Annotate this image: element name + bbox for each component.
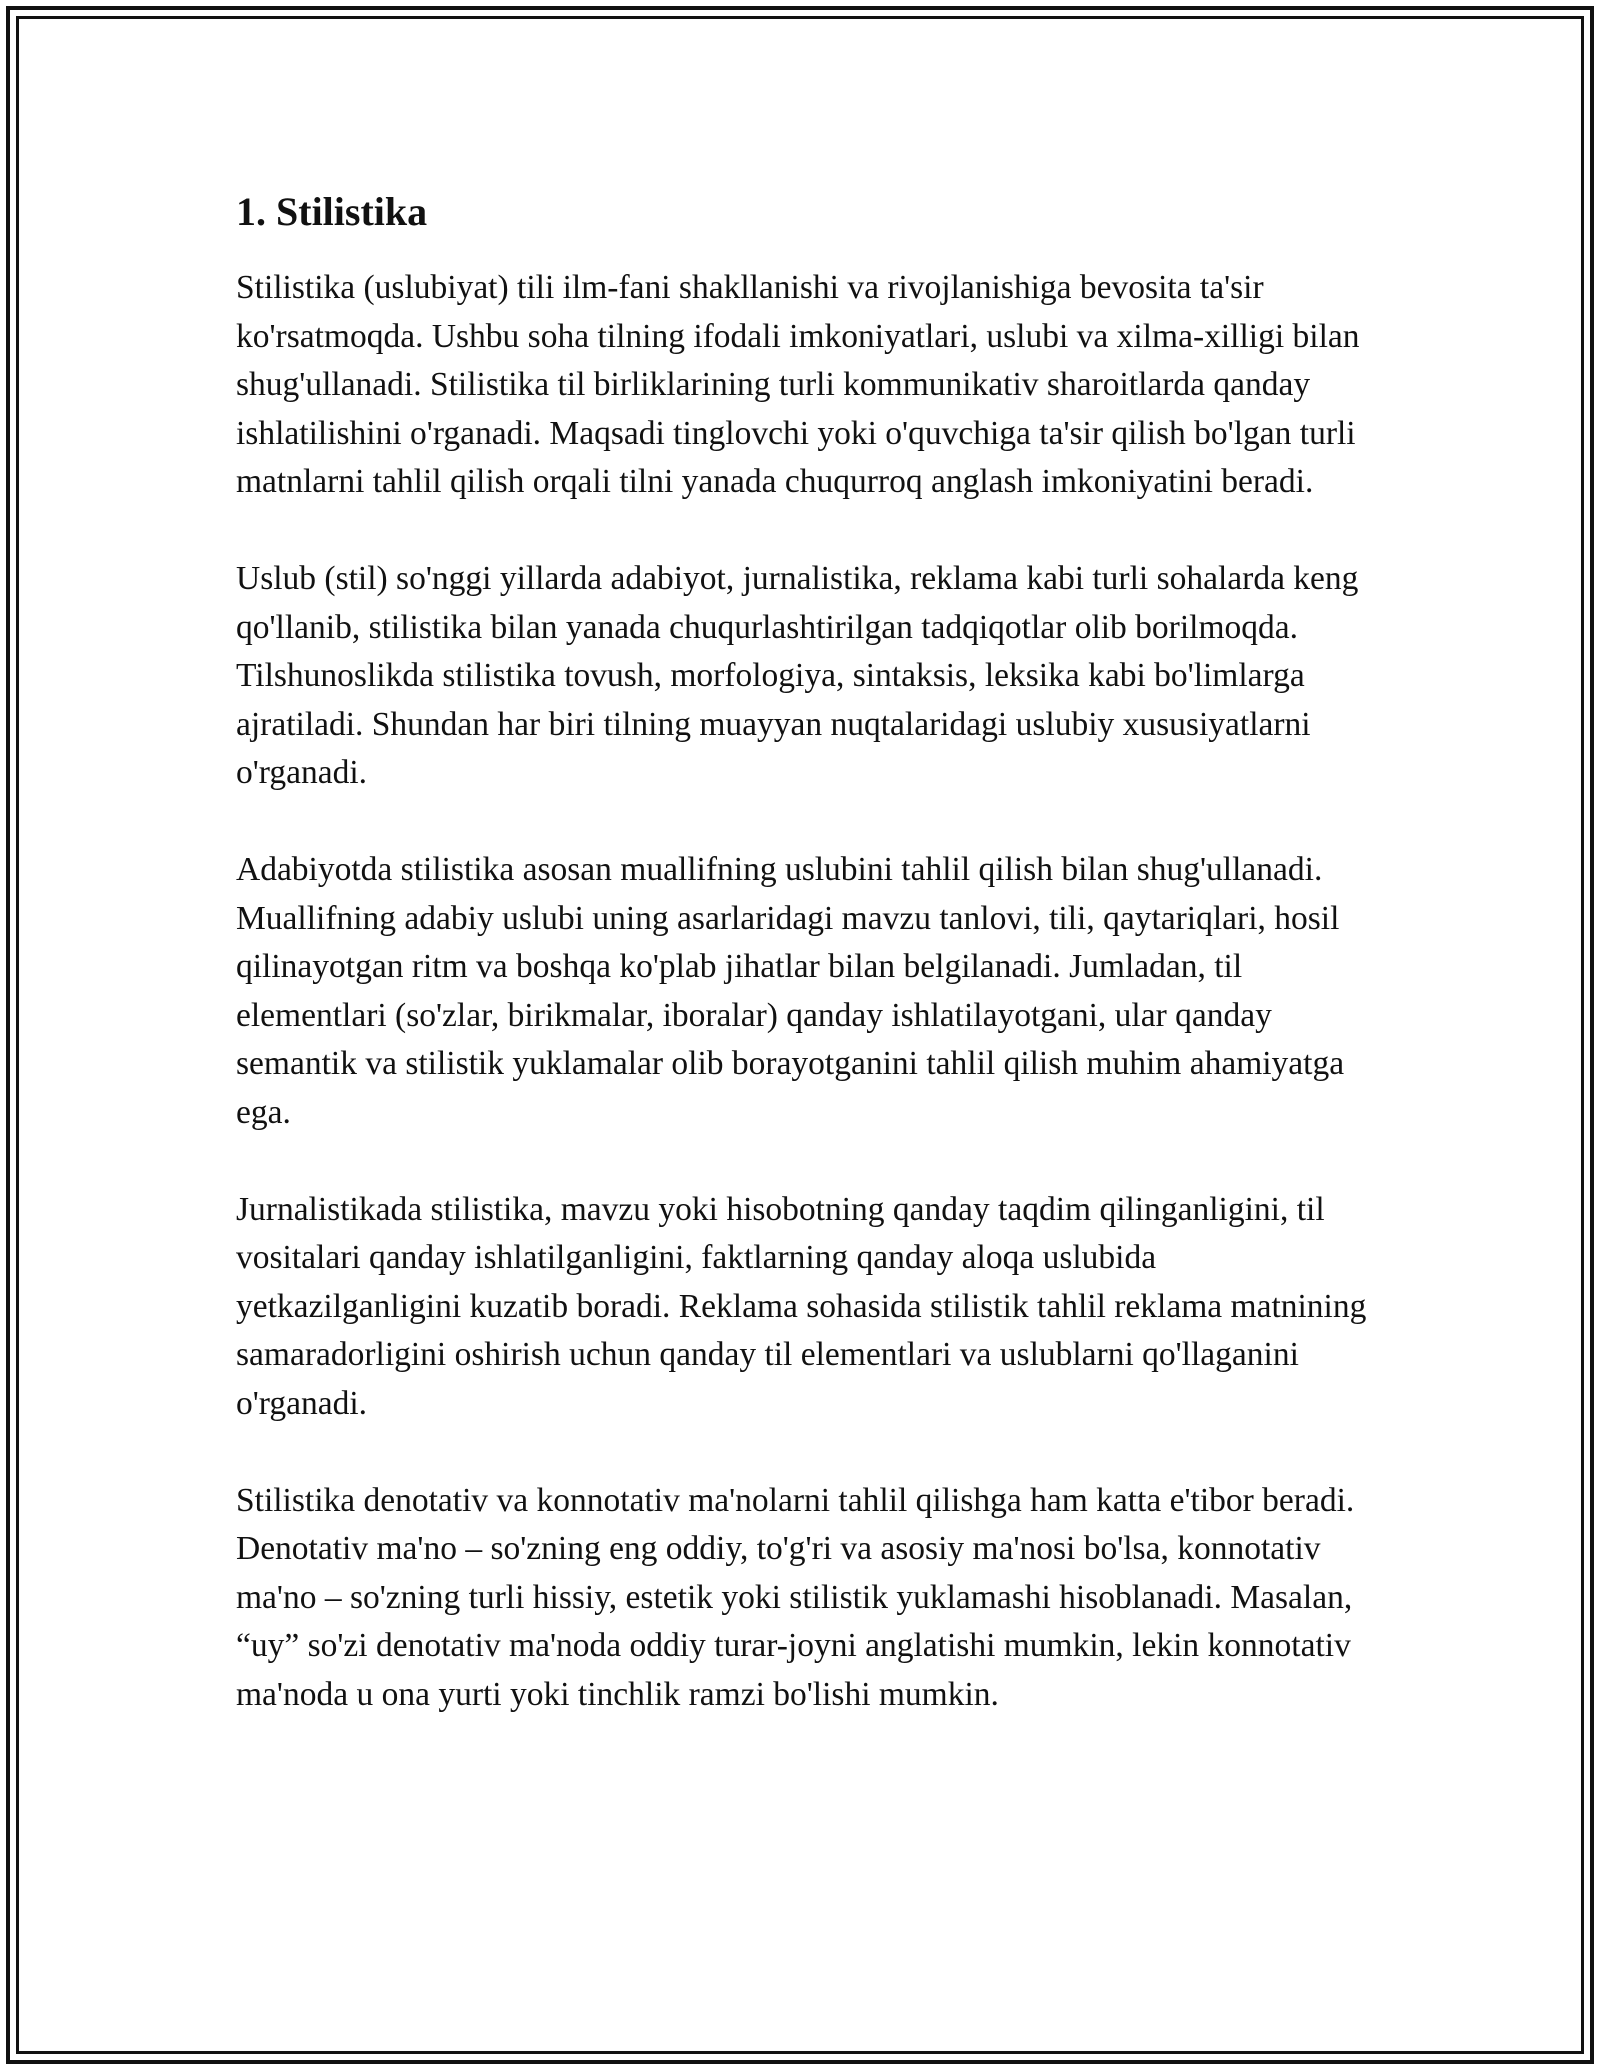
paragraph-1: Stilistika (uslubiyat) tili ilm-fani shakllanishi va rivojlanishiga bevosita ta'sir ko'rsatmoqda. Ushbu soha tilning ifodali imkoniyatlari, uslubi va xilma-xilligi bilan shug'ullanadi. Stilistika til birliklarining turli kommunikativ sharoitlarda qanday ishlatilishini o'rganadi. Maqsadi tinglovchi yoki o'quvchiga ta'sir qilish bo'lgan turli matnlarni tahlil qilish orqali tilni yanada chuqurroq anglash imkoniyatini beradi.	[236, 269, 1360, 500]
paragraph-4: Jurnalistikada stilistika, mavzu yoki hisobotning qanday taqdim qilinganligini, til vositalari qanday ishlatilganligini, faktlarning qanday aloqa uslubida yetkazilganligini kuzatib boradi. Reklama sohasida stilistik tahlil reklama matnining samaradorligini oshirish uchun qanday til elementlari va uslublarni qo'llaganini o'rganadi.	[236, 1190, 1367, 1422]
paragraph-2: Uslub (stil) so'nggi yillarda adabiyot, jurnalistika, reklama kabi turli sohalarda keng qo'llanib, stilistika bilan yanada chuqurlashtirilgan tadqiqotlar olib borilmoqda. Tilshunoslikda stilistika tovush, morfologiya, sintaksis, leksika kabi bo'limlarga ajratiladi. Shundan har biri tilning muayyan nuqtalaridagi uslubiy xususiyatlarni o'rganadi.	[236, 560, 1359, 791]
section-title: 1. Stilistika	[236, 189, 428, 234]
document-body	[236, 186, 1376, 1768]
paragraph-3: Adabiyotda stilistika asosan muallifning uslubini tahlil qilish bilan shug'ullanadi. Muallifning adabiy uslubi uning asarlaridagi mavzu tanlovi, tili, qaytariqlari, hosil qilinayotgan ritm va boshqa ko'plab jihatlar bilan belgilanadi. Jumladan, til elementlari (so'zlar, birikmalar, iboralar) qanday ishlatilayotgani, ular qanday semantik va stilistik yuklamalar olib borayotganini tahlil qilish muhim ahamiyatga ega.	[236, 851, 1345, 1131]
paragraph-5: Stilistika denotativ va konnotativ ma'nolarni tahlil qilishga ham katta e'tibor beradi. Denotativ ma'no – so'zning eng oddiy, to'g'ri va asosiy ma'nosi bo'lsa, konnotativ ma'no – so'zning turli hissiy, estetik yoki stilistik yuklamashi hisoblanadi. Masalan, “uy” so'zi denotativ ma'noda oddiy turar-joyni anglatishi mumkin, lekin konnotativ ma'noda u ona yurti yoki tinchlik ramzi bo'lishi mumkin.	[236, 1481, 1355, 1713]
